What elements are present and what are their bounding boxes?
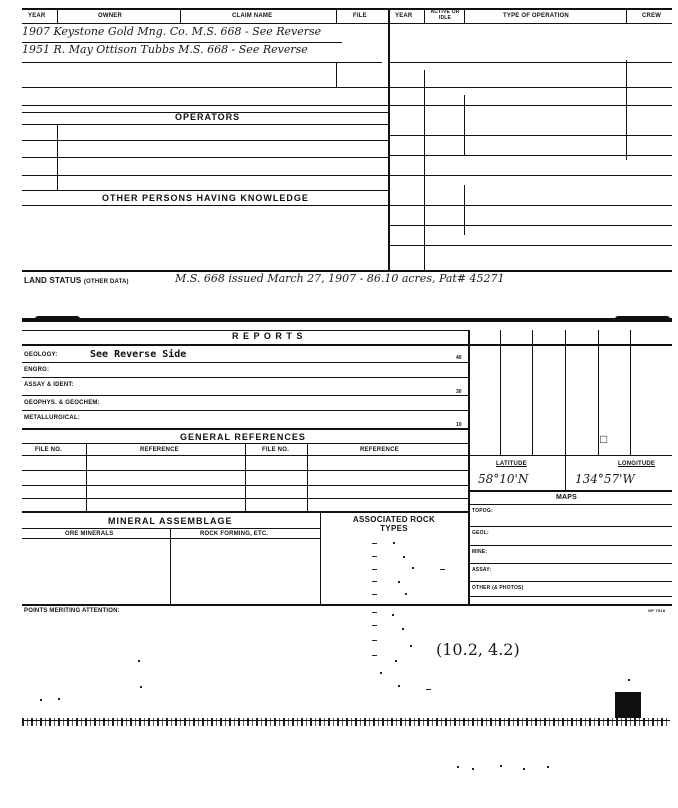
box-mark: □	[600, 432, 608, 446]
latitude-label: LATITUDE	[496, 461, 527, 467]
land-status-value: M.S. 668 issued March 27, 1907 - 86.10 acres, Pat# 45271	[175, 272, 505, 285]
report-num-1: 40	[456, 355, 462, 361]
ref-header-reference-1: REFERENCE	[140, 447, 179, 453]
land-status-sub: (OTHER DATA)	[83, 279, 129, 285]
general-references-title: GENERAL REFERENCES	[180, 432, 306, 442]
report-value-geology: See Reverse Side	[90, 349, 187, 360]
mineral-assemblage-title: MINERAL ASSEMBLAGE	[108, 516, 233, 526]
ref-header-reference-2: REFERENCE	[360, 447, 399, 453]
header-crew: CREW	[642, 13, 662, 19]
ref-header-file-no-2: FILE NO.	[262, 447, 289, 453]
ore-minerals-label: ORE MINERALS	[65, 531, 114, 537]
header-year-2: YEAR	[395, 13, 413, 19]
owner-row-1: 1907 Keystone Gold Mng. Co. M.S. 668 - See Reverse	[22, 25, 322, 38]
header-type-of-operation: TYPE OF OPERATION	[503, 13, 569, 19]
reports-title: R E P O R T S	[232, 331, 304, 341]
map-row-assay: ASSAY:	[472, 567, 492, 573]
latitude-value: 58°10'N	[478, 472, 529, 486]
map-row-topog: TOPOG:	[472, 508, 493, 514]
report-label-assay: ASSAY & IDENT:	[24, 382, 74, 388]
report-num-3: 10	[456, 422, 462, 428]
map-row-other: OTHER (& PHOTOS)	[472, 585, 524, 591]
header-year: YEAR	[28, 13, 46, 19]
rock-forming-label: ROCK FORMING, ETC.	[200, 531, 269, 537]
report-label-geology: GEOLOGY:	[24, 352, 58, 358]
land-status-label	[24, 276, 129, 285]
owner-row-2: 1951 R. May Ottison Tubbs M.S. 668 - See Reverse	[22, 43, 308, 56]
header-active-or-idle: ACTIVE OR IDLE	[430, 9, 460, 21]
ref-header-file-no-1: FILE NO.	[35, 447, 62, 453]
operators-label: OPERATORS	[175, 112, 241, 122]
header-claim-name: CLAIM NAME	[232, 13, 273, 19]
maps-label: MAPS	[556, 494, 578, 501]
points-label: POINTS MERITING ATTENTION:	[24, 608, 120, 614]
report-label-engrg: ENGRG:	[24, 367, 50, 373]
associated-rock-types-label: ASSOCIATED ROCK TYPES	[352, 515, 436, 533]
coordinate-note: (10.2, 4.2)	[436, 640, 520, 659]
report-label-geophys: GEOPHYS. & GEOCHEM:	[24, 400, 100, 406]
other-persons-label: OTHER PERSONS HAVING KNOWLEDGE	[102, 193, 309, 203]
longitude-label: LONGITUDE	[618, 461, 656, 467]
longitude-value: 134°57'W	[575, 472, 635, 486]
form-number: GP 7918	[648, 608, 666, 613]
report-num-2: 30	[456, 389, 462, 395]
header-file: FILE	[353, 13, 367, 19]
map-row-mine: MINE:	[472, 549, 488, 555]
header-owner: OWNER	[98, 13, 122, 19]
land-status-title: LAND STATUS	[24, 276, 82, 285]
map-row-geol: GEOL:	[472, 530, 489, 536]
report-label-metallurgical: METALLURGICAL:	[24, 415, 81, 421]
